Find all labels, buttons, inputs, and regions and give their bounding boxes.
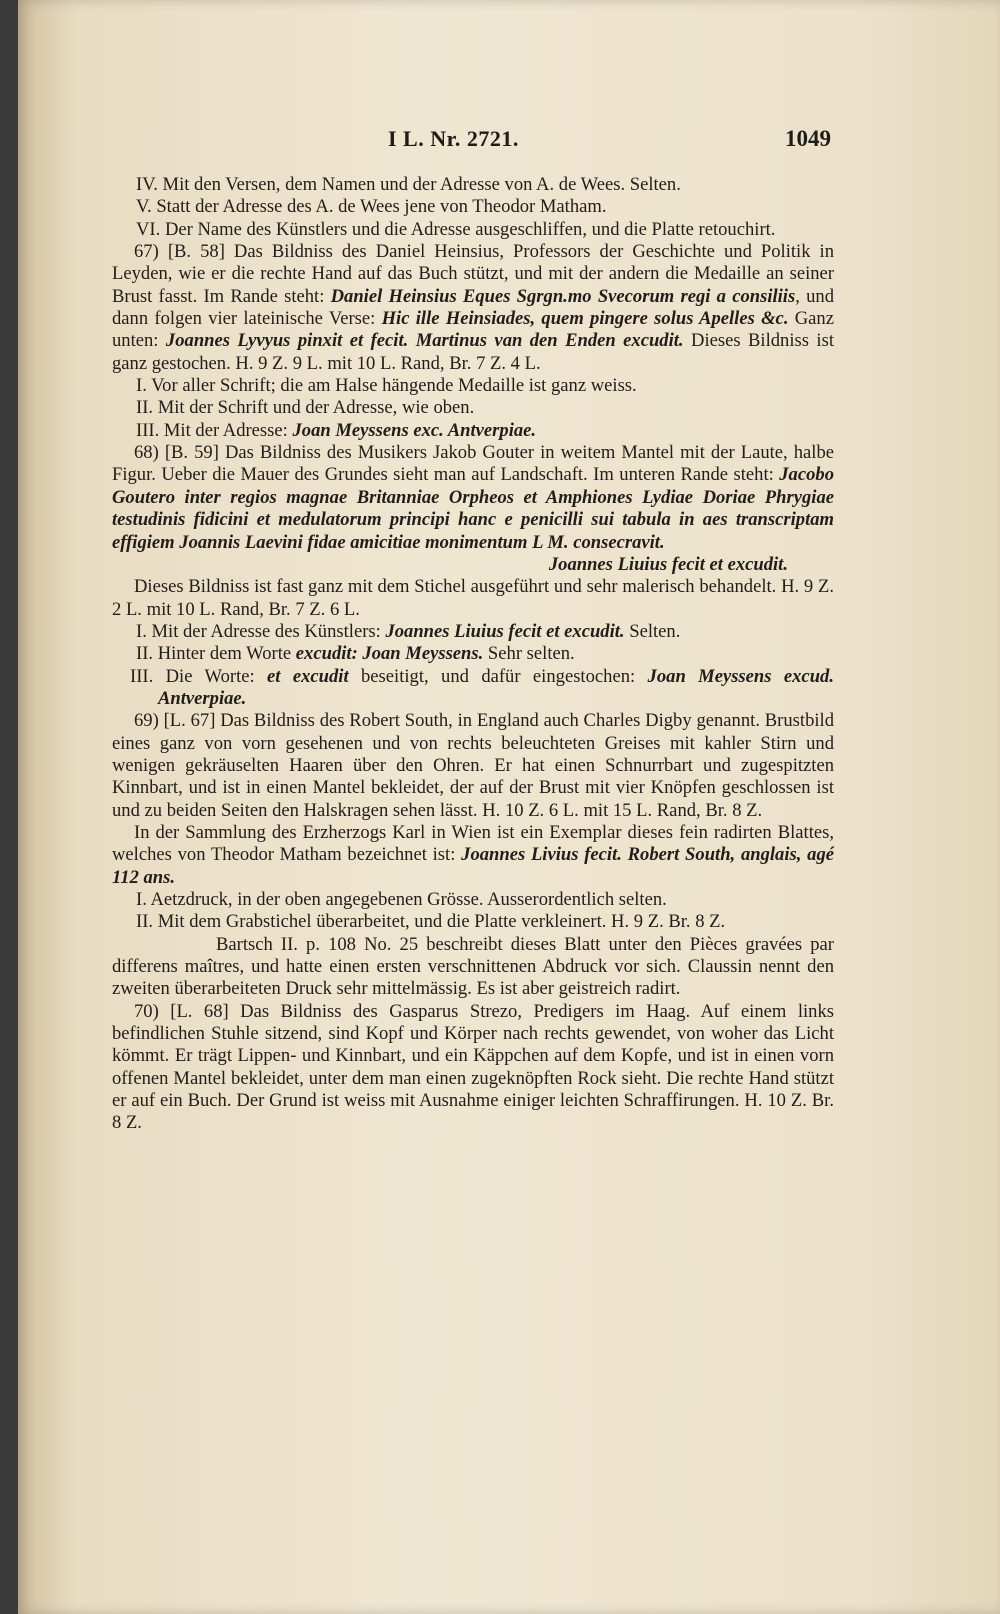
entry-68-description: Dieses Bildniss ist fast ganz mit dem Stichel ausgeführt und sehr malerisch behandelt. H. 9 Z. 2 L. mit 10 L. Rand, Br. 7 Z. 6 L. — [112, 576, 834, 620]
entry-68-state-ii: II. Hinter dem Worte excudit: Joan Meyssens. Sehr selten. — [136, 643, 575, 665]
entry-67-state-i: I. Vor aller Schrift; die am Halse hängende Medaille ist ganz weiss. — [136, 375, 637, 397]
entry-68-signature: Joannes Liuius fecit et excudit. — [548, 553, 788, 575]
entry-68: 68) [B. 59] Das Bildniss des Musikers Jakob Gouter in weitem Mantel mit der Laute, halbe Figur. Ueber die Mauer des Grundes sieht man auf Landschaft. Im unteren Rande steht: Jacobo Goutero inter regios magnae Britanniae Orpheos et Amphiones Lydiae Doriae Phrygiae testudinis fidicini et medulatorum principi hanc e penicilli sui tabula in aes transcriptam effigiem Joannis Laevini fidae amicitiae monimentum L M. consecravit. — [112, 442, 834, 553]
entry-68-state-i: I. Mit der Adresse des Künstlers: Joannes Liuius fecit et excudit. Selten. — [136, 620, 681, 642]
page-body — [112, 174, 834, 1135]
entry-69-reference: Bartsch II. p. 108 No. 25 beschreibt dieses Blatt unter den Pièces gravées par differens maîtres, und hatte einen ersten verschnittenen Abdruck vor sich. Claussin nennt den zweiten überarbeiteten Druck sehr mittelmässig. Es ist aber geistreich radirt. — [112, 933, 834, 1000]
state-vi: VI. Der Name des Künstlers und die Adresse ausgeschliffen, und die Platte retouchirt. — [136, 218, 776, 240]
entry-67: 67) [B. 58] Das Bildniss des Daniel Heinsius, Professors der Geschichte und Politik in Leyden, wie er die rechte Hand auf das Buch stützt, und mit der andern die Medaille an seiner Brust fasst. Im Rande steht: Daniel Heinsius Eques Sgrgn.mo Svecorum regi a consiliis, und dann folgen vier lateinische Verse: Hic ille Heinsiades, quem pingere solus Apelles &c. Ganz unten: Joannes Lyvyus pinxit et fecit. Martinus van den Enden excudit. Dieses Bildniss ist ganz gestochen. H. 9 Z. 9 L. mit 10 L. Rand, Br. 7 Z. 4 L. — [112, 241, 834, 374]
entry-68-state-iii: III. Die Worte: et excudit beseitigt, und dafür eingestochen: Joan Meyssens excud. Antverpiae. — [130, 665, 834, 709]
book-page — [18, 0, 1000, 1614]
entry-69-collection: In der Sammlung des Erzherzogs Karl in Wien ist ein Exemplar dieses fein radirten Blattes, welches von Theodor Matham bezeichnet ist: Joannes Livius fecit. Robert South, anglais, agé 112 ans. — [112, 821, 834, 888]
state-v: V. Statt der Adresse des A. de Wees jene von Theodor Matham. — [136, 196, 607, 218]
state-iv: IV. Mit den Versen, dem Namen und der Adresse von A. de Wees. Selten. — [136, 174, 681, 195]
entry-67-state-ii: II. Mit der Schrift und der Adresse, wie oben. — [136, 397, 475, 419]
entry-69-state-ii: II. Mit dem Grabstichel überarbeitet, und die Platte verkleinert. H. 9 Z. Br. 8 Z. — [136, 911, 726, 933]
running-header — [18, 126, 1000, 156]
entry-69: 69) [L. 67] Das Bildniss des Robert South, in England auch Charles Digby genannt. Brustbild eines ganz von vorn gesehenen und von rechts beleuchteten Greises mit kahler Stirn und wenigen gekräuselten Haaren über den Ohren. Er hat einen Schnurrbart und zugespitzten Kinnbart, und ist in einen Mantel bekleidet, der auf der Brust mit vier Knöpfen geschlossen ist und zu beiden Seiten den Halskragen sehen lässt. H. 10 Z. 6 L. mit 15 L. Rand, Br. 8 Z. — [112, 710, 834, 821]
header-title: I L. Nr. 2721. — [388, 126, 519, 151]
entry-67-state-iii: III. Mit der Adresse: Joan Meyssens exc. Antverpiae. — [136, 419, 537, 441]
entry-69-state-i: I. Aetzdruck, in der oben angegebenen Grösse. Ausserordentlich selten. — [136, 889, 667, 910]
entry-70: 70) [L. 68] Das Bildniss des Gasparus Strezo, Predigers im Haag. Auf einem links befindlichen Stuhle sitzend, sind Kopf und Körper nach rechts gewendet, von woher das Licht kömmt. Er trägt Lippen- und Kinnbart, und ein Käppchen auf dem Kopfe, und ist in einen vorn offenen Mantel bekleidet, unter dem man einen zugeknöpften Rock sieht. Die rechte Hand stützt er auf ein Buch. Der Grund ist weiss mit Ausnahme einiger leichten Schraffirungen. H. 10 Z. Br. 8 Z. — [112, 1000, 834, 1134]
page-number: 1049 — [785, 126, 831, 151]
